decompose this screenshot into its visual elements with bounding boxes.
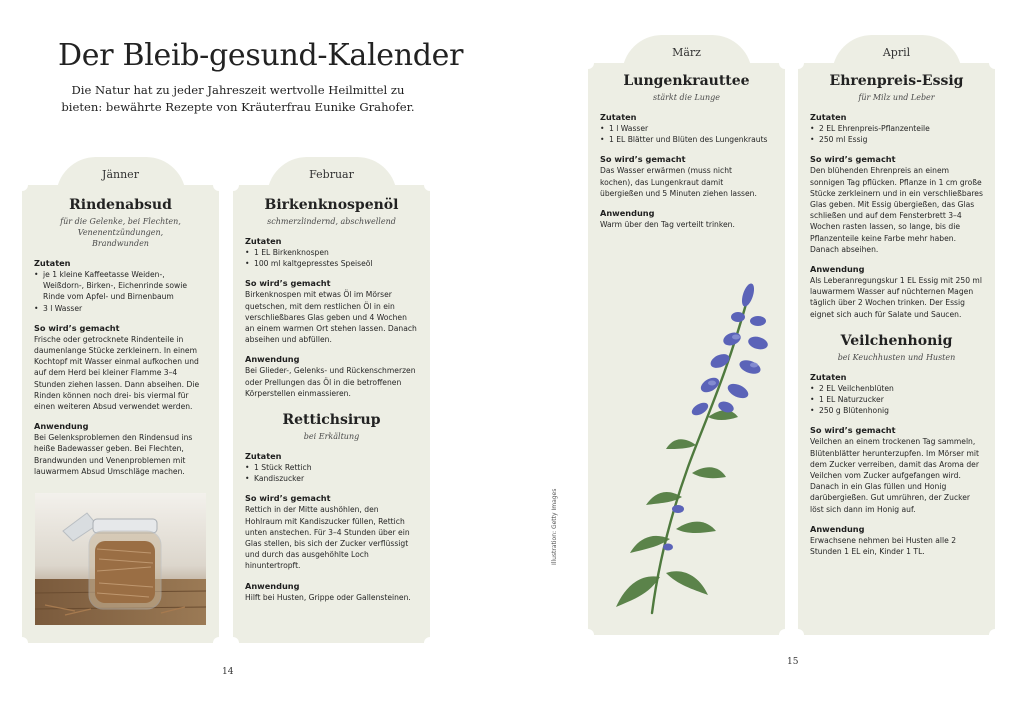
ingredients-heading: Zutaten <box>600 112 637 122</box>
method-heading: So wird’s gemacht <box>245 493 331 504</box>
recipe-title: Veilchenhonig <box>840 332 953 349</box>
usage-heading: Anwendung <box>245 354 300 365</box>
list-item: • 1 EL Naturzucker <box>810 394 983 405</box>
method-heading: So wird’s gemacht <box>810 425 896 436</box>
ingredients-list <box>810 123 983 145</box>
recipe-title: Birkenknospenöl <box>264 197 399 213</box>
ingredients-list <box>810 383 983 417</box>
list-item: • 1 Stück Rettich <box>245 462 418 473</box>
recipe-subtitle: für Milz und Leber <box>858 93 935 102</box>
method-heading: So wird’s gemacht <box>810 154 896 165</box>
list-item: • 3 l Wasser <box>34 303 207 314</box>
month-tab: April <box>832 35 962 75</box>
list-item: • 2 EL Ehrenpreis-Pflanzenteile <box>810 123 983 134</box>
usage-heading: Anwendung <box>245 580 300 591</box>
recipe-subtitle: schmerzlindernd, abschwellend <box>267 217 396 226</box>
page-title: Der Bleib-gesund-Kalender <box>58 38 464 73</box>
list-item: • 1 EL Blätter und Blüten des Lungenkrauts <box>600 134 773 145</box>
method-text: Den blühenden Ehrenpreis an einem sonnigen Tag pflücken. Pflanze in 1 cm große Stücke zerkleinern und in ein verschließbares Glas geben. Mit Essig übergießen, das Glas schließen und auf dem Fensterbrett 3–4 Wochen rasten lassen, so lange, bis die Pflanzenteile keine Farbe mehr haben. Danach abseihen. <box>810 166 983 254</box>
ingredients-heading: Zutaten <box>810 371 847 382</box>
usage-heading: Anwendung <box>600 208 655 219</box>
page-number-left: 14 <box>222 667 234 677</box>
method-heading: So wird’s gemacht <box>600 154 686 165</box>
recipe-title: Rettichsirup <box>282 412 381 429</box>
ingredients-heading: Zutaten <box>34 258 71 268</box>
ingredients-list <box>245 462 418 484</box>
list-item: • 250 g Blütenhonig <box>810 405 983 416</box>
month-tab: Jänner <box>56 157 186 197</box>
card-februar <box>233 168 430 643</box>
list-item: • 1 l Wasser <box>600 123 773 134</box>
recipe-title: Lungenkrauttee <box>623 73 750 89</box>
list-item: • 1 EL Birkenknospen <box>245 247 418 258</box>
card-jaenner <box>22 168 219 643</box>
ingredients-heading: Zutaten <box>245 451 282 462</box>
ingredients-list <box>600 123 773 145</box>
usage-text: Bei Glieder-, Gelenks- und Rückenschmerzen oder Prellungen das Öl in die betroffenen Körperstellen einmassieren. <box>245 366 416 398</box>
intro-text: Die Natur hat zu jeder Jahreszeit wertvolle Heilmittel zu bieten: bewährte Rezepte von Kräuterfrau Eunike Grahofer. <box>61 83 415 114</box>
recipe-subtitle: bei Erkältung <box>303 432 360 442</box>
ingredients-heading: Zutaten <box>245 236 282 246</box>
list-item: • Kandiszucker <box>245 473 418 484</box>
recipe-subtitle: bei Keuchhusten und Husten <box>837 352 956 362</box>
ingredients-list <box>245 247 418 269</box>
recipe-title: Rindenabsud <box>69 197 172 213</box>
plant-illustration <box>608 277 778 617</box>
usage-text: Bei Gelenksproblemen den Rindensud ins heiße Badewasser geben. Bei Flechten, Brandwunden und Venenproblemen mit lauwarmem Absud Umschläge machen. <box>34 433 193 476</box>
usage-text: Warm über den Tag verteilt trinken. <box>600 220 735 230</box>
recipe-title: Ehrenpreis-Essig <box>829 73 964 89</box>
month-tab: März <box>622 35 752 75</box>
photo-credit: Illustration: Getty Images <box>551 488 558 565</box>
month-tab: Februar <box>267 157 397 197</box>
usage-heading: Anwendung <box>810 264 865 275</box>
page-number-right: 15 <box>787 657 799 667</box>
method-heading: So wird’s gemacht <box>34 322 120 333</box>
ingredients-heading: Zutaten <box>810 112 847 122</box>
usage-heading: Anwendung <box>810 523 865 534</box>
method-text: Frische oder getrocknete Rindenteile in daumenlange Stücke zerkleinern. In einem Kochtopf mit Wasser einmal aufkochen und auf dem Herd bei kleiner Flamme 3–4 Stunden ziehen lassen. Dann abseihen. Die Rinden können noch drei- bis viermal für einen weiteren Absud verwendet werden. <box>34 334 200 412</box>
usage-text: Hilft bei Husten, Grippe oder Gallensteinen. <box>245 592 411 602</box>
method-text: Rettich in der Mitte aushöhlen, den Hohlraum mit Kandiszucker füllen, Rettich unten anstechen. Für 3–4 Stunden über ein Glas stellen, bis sich der Zucker verflüssigt und durch das ausgehöhlte Loch hinuntertropft. <box>245 505 410 571</box>
list-item: • je 1 kleine Kaffeetasse Weiden-, Weißdorn-, Birken-, Eichenrinde sowie Rinde vom Apfel- und Birnenbaum <box>34 269 207 303</box>
method-text: Birkenknospen mit etwas Öl im Mörser quetschen, mit dem restlichen Öl in ein verschließbares Glas geben und 4 Wochen an einem warmen Ort stehen lassen. Danach abseihen und abfüllen. <box>245 290 417 345</box>
recipe-subtitle: stärkt die Lunge <box>653 93 720 102</box>
ingredients-list <box>34 269 207 314</box>
list-item: • 2 EL Veilchenblüten <box>810 383 983 394</box>
method-text: Veilchen an einem trockenen Tag sammeln, Blütenblätter herunterzupfen. Im Mörser mit dem Zucker verreiben, damit das Aroma der Veilchen vom Zucker aufgefangen wird. Danach in ein Glas füllen und Honig darübergießen. Gut umrühren, der Zucker löst sich dann im Honig auf. <box>810 437 979 514</box>
usage-text: Als Leberanregungskur 1 EL Essig mit 250 ml lauwarmem Wasser auf nüchternen Magen täglich über 2 Wochen trinken. Der Essig eignet sich auch für Salate und Saucen. <box>810 276 982 319</box>
recipe-subtitle: für die Gelenke, bei Flechten, Venenentzündungen, Brandwunden <box>60 217 181 248</box>
card-maerz <box>588 46 785 635</box>
jar-photo <box>35 493 206 625</box>
list-item: • 100 ml kaltgepresstes Speiseöl <box>245 258 418 269</box>
method-text: Das Wasser erwärmen (muss nicht kochen), das Lungenkraut damit übergießen und 5 Minuten ziehen lassen. <box>600 166 757 198</box>
usage-heading: Anwendung <box>34 421 89 432</box>
method-heading: So wird’s gemacht <box>245 278 331 289</box>
usage-text: Erwachsene nehmen bei Husten alle 2 Stunden 1 EL ein, Kinder 1 TL. <box>810 535 957 557</box>
list-item: • 250 ml Essig <box>810 134 983 145</box>
card-april <box>798 46 995 635</box>
